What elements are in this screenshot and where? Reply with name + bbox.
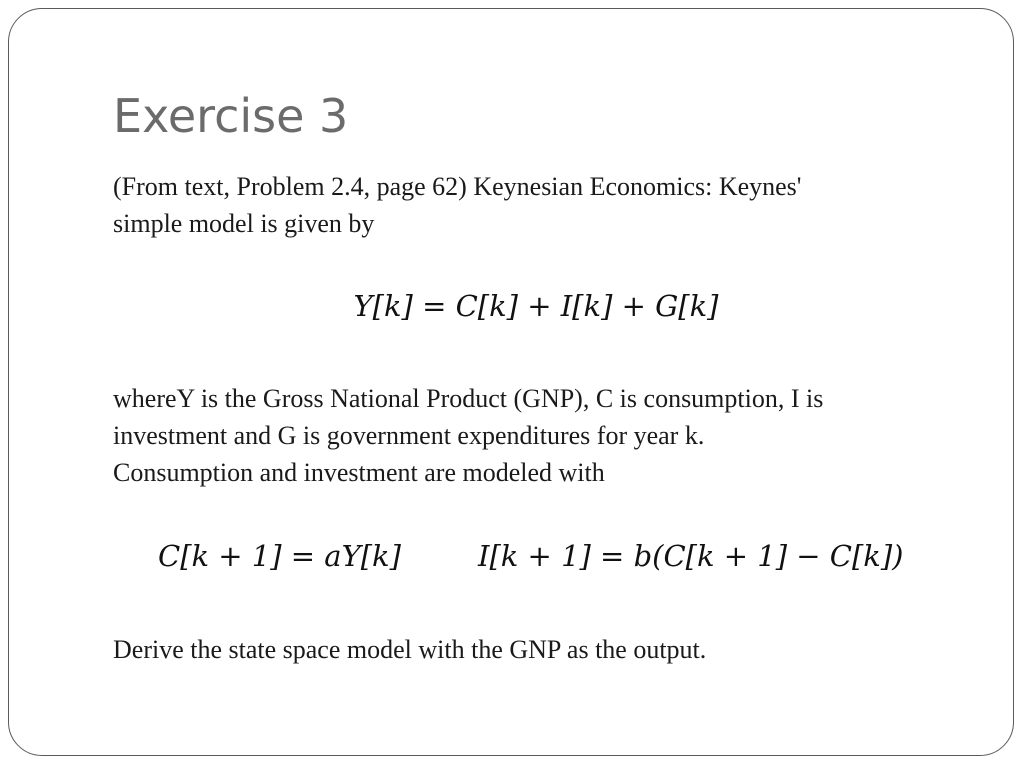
slide-title: Exercise 3	[113, 89, 349, 143]
gnp-equation: Y[k] = C[k] + I[k] + G[k]	[353, 289, 719, 323]
intro-line-1: (From text, Problem 2.4, page 62) Keynesian Economics: Keynes'	[113, 172, 802, 201]
description-line-3: Consumption and investment are modeled with	[113, 458, 605, 487]
instruction-paragraph: Derive the state space model with the GNP as the output.	[113, 635, 707, 664]
description-line-1: whereY is the Gross National Product (GNP), C is consumption, I is	[113, 384, 824, 413]
investment-equation: I[k + 1] = b(C[k + 1] − C[k])	[478, 539, 904, 573]
consumption-equation: C[k + 1] = aY[k]	[158, 539, 401, 573]
description-paragraph	[113, 380, 973, 491]
intro-line-2: simple model is given by	[113, 209, 375, 238]
description-line-2: investment and G is government expenditures for year k.	[113, 421, 705, 450]
intro-paragraph	[113, 168, 973, 242]
